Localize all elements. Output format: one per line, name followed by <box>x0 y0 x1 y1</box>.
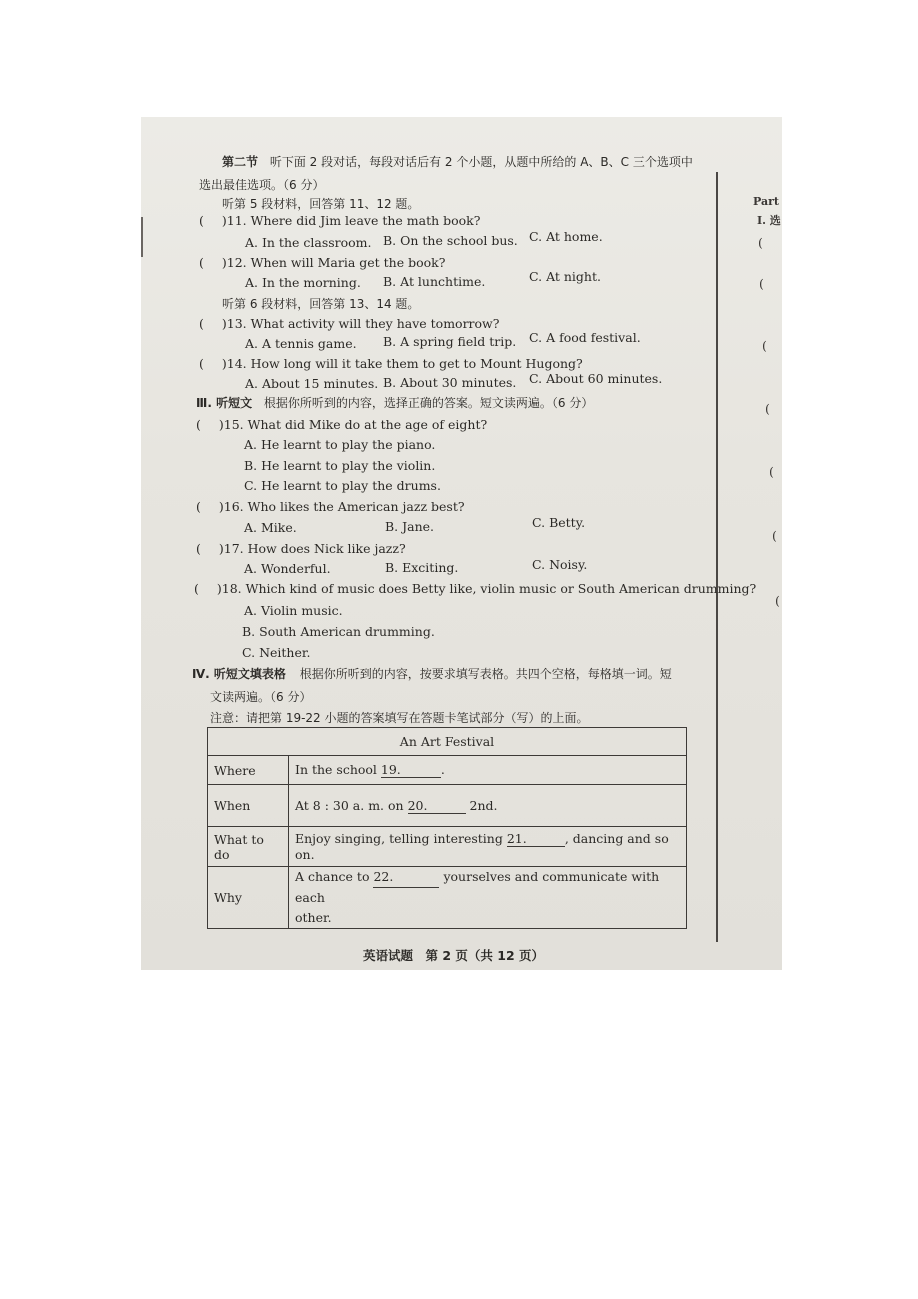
option-b: B. A spring field trip. <box>383 334 517 349</box>
next-page-paren: ( <box>775 593 780 608</box>
answer-blank-19[interactable] <box>381 762 441 778</box>
answer-paren: ( <box>199 356 204 371</box>
blank-number: 20. <box>407 797 428 813</box>
row-label: Where <box>208 756 289 785</box>
section2-heading: 第二节 <box>222 155 259 169</box>
option-a: A. He learnt to play the piano. <box>244 437 436 452</box>
question-stem: )13. What activity will they have tomorrow? <box>221 316 500 331</box>
option-a: A. In the classroom. <box>245 235 372 250</box>
row-text: other. <box>295 910 332 925</box>
answer-paren: ( <box>199 255 204 270</box>
answer-paren: ( <box>194 581 199 596</box>
table-row <box>208 785 687 827</box>
option-b: B. He learnt to play the violin. <box>244 458 436 473</box>
table-row <box>208 827 687 867</box>
option-b: B. Jane. <box>385 519 435 534</box>
material6-note: 听第 6 段材料，回答第 13、14 题。 <box>222 297 420 311</box>
row-label: When <box>208 785 289 827</box>
left-margin-line <box>141 217 143 257</box>
row-text: A chance to <box>295 869 370 884</box>
row-text: At 8 : 30 a. m. on <box>295 797 404 813</box>
option-c: C. He learnt to play the drums. <box>244 478 441 493</box>
table-row <box>208 756 687 785</box>
answer-paren: ( <box>199 213 204 228</box>
part4-instruction-a: 根据你所听到的内容，按要求填写表格。共四个空格，每格填一词。短 <box>299 667 672 681</box>
next-page-paren: ( <box>772 528 777 543</box>
row-value <box>289 756 687 785</box>
row-text: In the school <box>295 762 377 777</box>
art-festival-table <box>207 727 687 929</box>
section2-header <box>222 153 693 170</box>
option-a: A. In the morning. <box>245 275 361 290</box>
question-stem: )12. When will Maria get the book? <box>221 255 446 270</box>
answer-blank-22[interactable] <box>373 867 439 888</box>
option-b: B. South American drumming. <box>242 624 435 639</box>
row-label: Why <box>208 867 289 929</box>
question-12 <box>199 255 445 271</box>
column-separator <box>716 172 718 942</box>
option-a: A. About 15 minutes. <box>245 376 379 391</box>
part4-note: 注意：请把第 19-22 小题的答案填写在答题卡笔试部分（写）的上面。 <box>210 711 589 725</box>
question-18 <box>194 581 756 597</box>
question-17 <box>196 541 406 557</box>
next-page-paren: ( <box>762 338 767 353</box>
question-14 <box>199 356 583 372</box>
part4-heading: Ⅳ. 听短文填表格 <box>192 667 286 681</box>
blank-number: 22. <box>373 869 394 884</box>
row-value <box>289 785 687 827</box>
option-b: B. At lunchtime. <box>383 274 486 289</box>
row-value <box>289 867 687 929</box>
next-page-roman: Ⅰ. 选 <box>757 214 781 227</box>
option-b: B. About 30 minutes. <box>383 375 517 390</box>
answer-paren: ( <box>196 541 201 556</box>
next-page-paren: ( <box>765 401 770 416</box>
row-value <box>289 827 687 867</box>
option-c: C. A food festival. <box>529 330 641 345</box>
part3-instruction: 根据你所听到的内容，选择正确的答案。短文读两遍。（6 分） <box>263 396 594 410</box>
next-page-paren: ( <box>758 235 763 250</box>
option-c: C. At home. <box>529 229 603 244</box>
blank-number: 19. <box>380 762 401 777</box>
option-c: C. At night. <box>529 269 601 284</box>
option-c: C. Neither. <box>242 645 311 660</box>
option-a: A. Wonderful. <box>244 561 331 576</box>
section2-instruction-b: 选出最佳选项。（6 分） <box>199 178 325 192</box>
part4-instruction-b: 文读两遍。（6 分） <box>210 690 312 704</box>
row-text: 2nd. <box>469 797 498 813</box>
answer-blank-20[interactable] <box>408 798 466 814</box>
question-stem: )14. How long will it take them to get to Mount Hugong? <box>221 356 583 371</box>
row-text: Enjoy singing, telling interesting <box>295 831 503 846</box>
row-label: What to do <box>208 827 289 867</box>
question-13 <box>199 316 499 332</box>
material5-note: 听第 5 段材料，回答第 11、12 题。 <box>222 197 420 211</box>
next-page-part: Part <box>753 195 779 208</box>
page-footer: 英语试题 第 2 页（共 12 页） <box>363 948 545 963</box>
blank-number: 21. <box>506 831 527 846</box>
table-row <box>208 867 687 929</box>
part3-header <box>196 394 593 411</box>
answer-blank-21[interactable] <box>507 831 565 847</box>
answer-paren: ( <box>196 417 201 432</box>
option-c: C. About 60 minutes. <box>529 371 663 386</box>
question-stem: )18. Which kind of music does Betty like, violin music or South American drumming? <box>216 581 757 596</box>
question-stem: )11. Where did Jim leave the math book? <box>221 213 481 228</box>
option-a: A. A tennis game. <box>245 336 357 351</box>
row-text: yourselves and communicate with each <box>295 869 660 905</box>
next-page-paren: ( <box>759 276 764 291</box>
part3-heading: Ⅲ. 听短文 <box>196 396 253 410</box>
answer-paren: ( <box>199 316 204 331</box>
option-b: B. Exciting. <box>385 560 459 575</box>
table-title: An Art Festival <box>208 728 687 756</box>
question-stem: )16. Who likes the American jazz best? <box>218 499 465 514</box>
option-a: A. Violin music. <box>244 603 343 618</box>
question-stem: )17. How does Nick like jazz? <box>218 541 406 556</box>
row-text: . <box>440 762 445 777</box>
next-page-paren: ( <box>769 464 774 479</box>
row-text: , dancing and so on. <box>295 831 669 862</box>
question-11 <box>199 213 480 229</box>
option-c: C. Noisy. <box>532 557 588 572</box>
part4-header <box>192 665 672 682</box>
option-b: B. On the school bus. <box>383 233 518 248</box>
option-a: A. Mike. <box>244 520 297 535</box>
question-16 <box>196 499 465 515</box>
answer-paren: ( <box>196 499 201 514</box>
section2-instruction-a: 听下面 2 段对话，每段对话后有 2 个小题，从题中所给的 A、B、C 三个选项中 <box>269 155 693 169</box>
question-15 <box>196 417 487 433</box>
exam-page-photo <box>141 117 782 970</box>
question-stem: )15. What did Mike do at the age of eight? <box>218 417 488 432</box>
option-c: C. Betty. <box>532 515 586 530</box>
